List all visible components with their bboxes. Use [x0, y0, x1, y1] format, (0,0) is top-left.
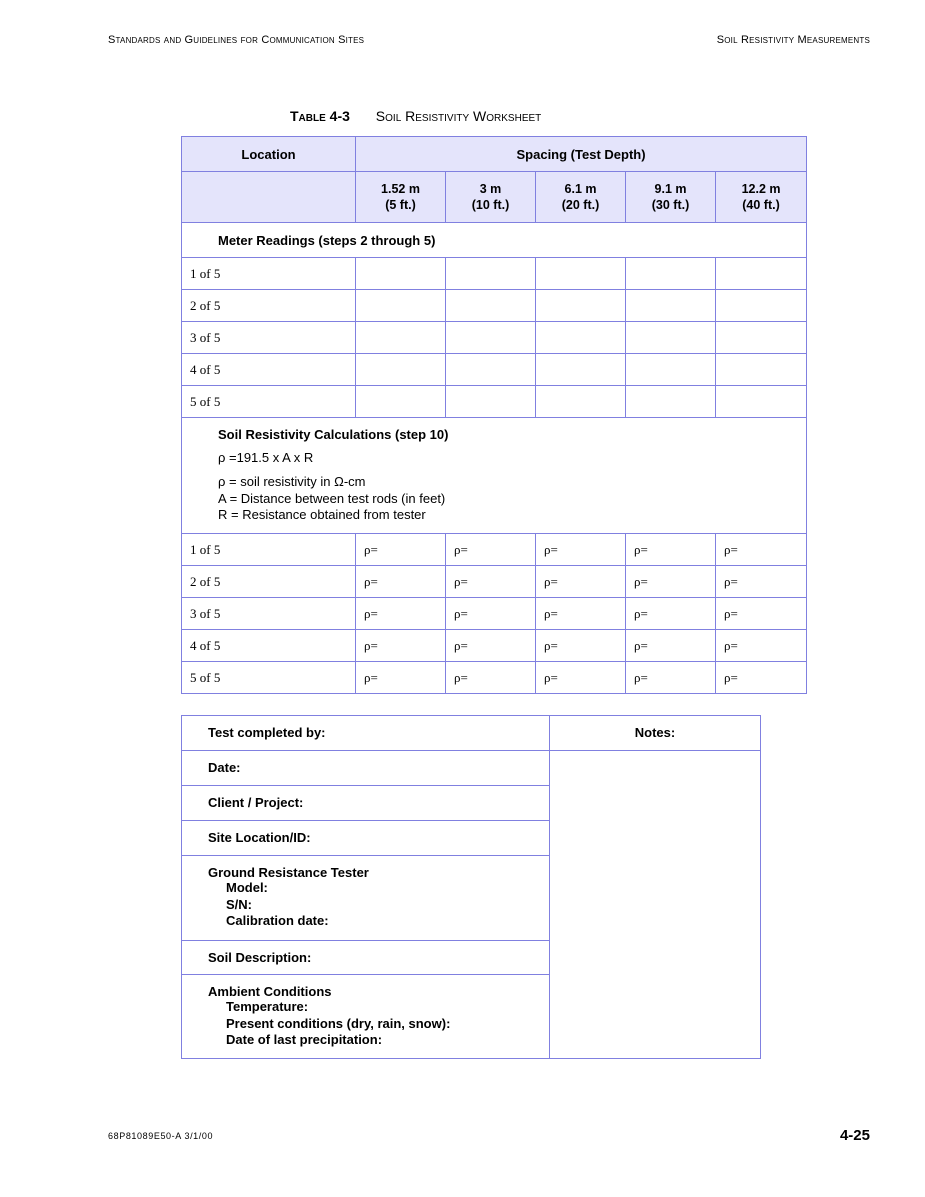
client-project-field: Client / Project: — [182, 786, 550, 821]
header-row — [182, 137, 807, 172]
reading-cell — [626, 290, 716, 322]
calc-location-label: 3 of 5 — [182, 598, 356, 630]
spacing-imperial: (20 ft.) — [561, 198, 600, 212]
calc-formula: ρ =191.5 x A x R — [218, 450, 314, 465]
rho-cell: ρ= — [626, 534, 716, 566]
reading-cell — [356, 322, 446, 354]
rho-cell: ρ= — [356, 534, 446, 566]
meter-readings-section-row — [182, 223, 807, 258]
meter-reading-row — [182, 386, 807, 418]
rho-cell: ρ= — [716, 566, 807, 598]
reading-location-label: 5 of 5 — [182, 386, 356, 418]
rho-cell: ρ= — [536, 566, 626, 598]
soil-resistivity-worksheet-table — [181, 136, 807, 694]
ambient-last-precipitation: Date of last precipitation: — [226, 1032, 383, 1047]
calc-row — [182, 566, 807, 598]
ground-resistance-tester-field — [182, 856, 550, 941]
calc-location-label: 5 of 5 — [182, 662, 356, 694]
table-caption — [290, 108, 541, 124]
calc-location-label: 2 of 5 — [182, 566, 356, 598]
rho-cell: ρ= — [536, 598, 626, 630]
rho-cell: ρ= — [446, 566, 536, 598]
reading-cell — [446, 290, 536, 322]
calc-row — [182, 534, 807, 566]
calc-title: Soil Resistivity Calculations (step 10) — [218, 427, 449, 442]
rho-cell: ρ= — [356, 598, 446, 630]
notes-header: Notes: — [550, 716, 761, 751]
reading-cell — [716, 386, 807, 418]
running-header-left: Standards and Guidelines for Communication Sites — [108, 34, 365, 46]
calc-definition-a: A = Distance between test rods (in feet) — [218, 490, 446, 506]
reading-cell — [716, 258, 807, 290]
reading-cell — [716, 322, 807, 354]
spacing-metric: 3 m — [479, 182, 502, 196]
running-header-right: Soil Resistivity Measurements — [716, 34, 870, 46]
rho-cell: ρ= — [626, 566, 716, 598]
spacing-metric: 9.1 m — [654, 182, 687, 196]
meter-reading-row — [182, 258, 807, 290]
reading-cell — [626, 386, 716, 418]
rho-cell: ρ= — [626, 630, 716, 662]
spacing-imperial: (10 ft.) — [471, 198, 510, 212]
spacing-imperial: (5 ft.) — [385, 198, 416, 212]
meter-readings-title: Meter Readings (steps 2 through 5) — [182, 223, 807, 258]
ambient-title: Ambient Conditions — [208, 984, 332, 999]
spacing-metric: 1.52 m — [381, 182, 420, 196]
calc-definitions — [218, 474, 806, 524]
reading-cell — [536, 290, 626, 322]
rho-cell: ρ= — [716, 534, 807, 566]
reading-location-label: 3 of 5 — [182, 322, 356, 354]
rho-cell: ρ= — [716, 662, 807, 694]
calc-definition-rho: ρ = soil resistivity in Ω-cm — [218, 474, 366, 489]
spacing-cell — [626, 172, 716, 223]
rho-cell: ρ= — [446, 662, 536, 694]
reading-cell — [446, 354, 536, 386]
reading-cell — [356, 258, 446, 290]
rho-cell: ρ= — [626, 662, 716, 694]
reading-cell — [446, 386, 536, 418]
reading-location-label: 1 of 5 — [182, 258, 356, 290]
rho-cell: ρ= — [356, 630, 446, 662]
spacing-cell — [716, 172, 807, 223]
location-header: Location — [182, 137, 356, 172]
spacing-row — [182, 172, 807, 223]
rho-cell: ρ= — [536, 662, 626, 694]
rho-cell: ρ= — [446, 598, 536, 630]
reading-location-label: 2 of 5 — [182, 290, 356, 322]
spacing-metric: 6.1 m — [564, 182, 597, 196]
spacing-row-blank — [182, 172, 356, 223]
reading-cell — [356, 290, 446, 322]
site-location-field: Site Location/ID: — [182, 821, 550, 856]
spacing-imperial: (30 ft.) — [651, 198, 690, 212]
reading-cell — [626, 354, 716, 386]
rho-cell: ρ= — [716, 598, 807, 630]
tester-title: Ground Resistance Tester — [208, 865, 369, 880]
reading-cell — [716, 354, 807, 386]
calc-definition-r: R = Resistance obtained from tester — [218, 507, 426, 522]
rho-cell: ρ= — [356, 566, 446, 598]
reading-cell — [536, 386, 626, 418]
tester-calibration-date: Calibration date: — [226, 913, 329, 928]
reading-cell — [626, 322, 716, 354]
reading-cell — [716, 290, 807, 322]
rho-cell: ρ= — [446, 630, 536, 662]
spacing-metric: 12.2 m — [741, 182, 781, 196]
meter-reading-row — [182, 354, 807, 386]
spacing-cell — [356, 172, 446, 223]
reading-location-label: 4 of 5 — [182, 354, 356, 386]
document-id: 68P81089E50-A 3/1/00 — [108, 1131, 214, 1141]
test-info-table — [181, 715, 761, 1059]
calc-location-label: 4 of 5 — [182, 630, 356, 662]
meter-reading-row — [182, 290, 807, 322]
spacing-imperial: (40 ft.) — [742, 198, 780, 212]
meter-reading-row — [182, 322, 807, 354]
calc-location-label: 1 of 5 — [182, 534, 356, 566]
rho-cell: ρ= — [626, 598, 716, 630]
reading-cell — [446, 258, 536, 290]
spacing-cell — [536, 172, 626, 223]
ambient-temperature: Temperature: — [226, 999, 309, 1014]
calc-row — [182, 598, 807, 630]
calculations-section-row — [182, 418, 807, 534]
spacing-header: Spacing (Test Depth) — [356, 137, 807, 172]
calc-row — [182, 662, 807, 694]
reading-cell — [536, 258, 626, 290]
reading-cell — [356, 354, 446, 386]
rho-cell: ρ= — [716, 630, 807, 662]
notes-area — [550, 751, 761, 1059]
reading-cell — [356, 386, 446, 418]
spacing-cell — [446, 172, 536, 223]
calc-row — [182, 630, 807, 662]
soil-description-field: Soil Description: — [182, 941, 550, 975]
calculations-block — [182, 418, 807, 534]
reading-cell — [536, 354, 626, 386]
rho-cell: ρ= — [446, 534, 536, 566]
ambient-conditions-field — [182, 975, 550, 1059]
test-completed-by-field: Test completed by: — [182, 716, 550, 751]
rho-cell: ρ= — [536, 630, 626, 662]
tester-sn: S/N: — [226, 896, 252, 912]
rho-cell: ρ= — [356, 662, 446, 694]
reading-cell — [536, 322, 626, 354]
tester-model: Model: — [226, 880, 268, 895]
page-number: 4-25 — [839, 1127, 870, 1144]
reading-cell — [446, 322, 536, 354]
table-title: Soil Resistivity Worksheet — [375, 108, 542, 124]
reading-cell — [626, 258, 716, 290]
ambient-present-conditions: Present conditions (dry, rain, snow): — [226, 1015, 451, 1031]
table-number: Table 4-3 — [290, 108, 350, 124]
date-field: Date: — [182, 751, 550, 786]
rho-cell: ρ= — [536, 534, 626, 566]
